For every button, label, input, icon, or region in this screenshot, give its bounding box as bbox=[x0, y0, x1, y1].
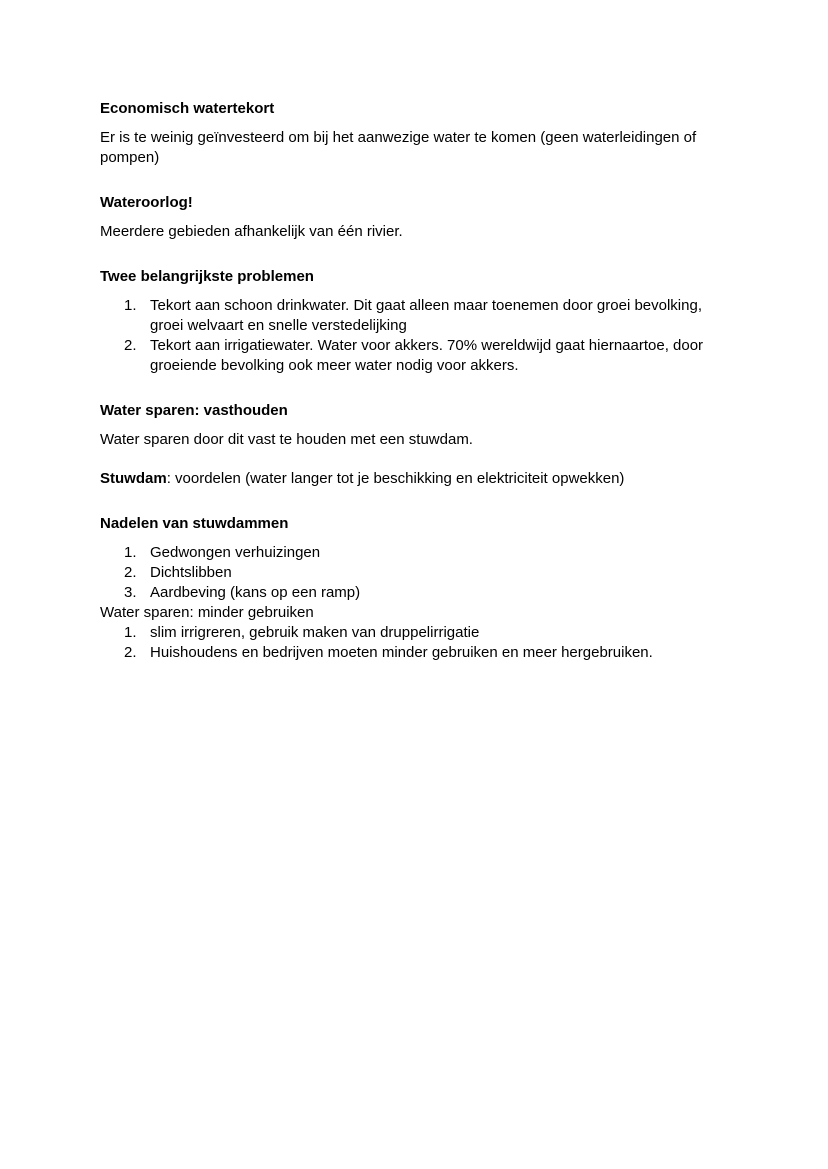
list-minder-gebruiken bbox=[100, 623, 730, 663]
list-item bbox=[100, 336, 730, 376]
list-item-text: Huishoudens en bedrijven moeten minder gebruiken en meer hergebruiken. bbox=[150, 644, 653, 661]
list-item-number: 2. bbox=[124, 564, 137, 581]
list-item-number: 2. bbox=[124, 337, 137, 354]
paragraph-vasthouden: Water sparen door dit vast te houden met een stuwdam. bbox=[100, 431, 473, 448]
heading-economisch-watertekort: Economisch watertekort bbox=[100, 100, 275, 117]
list-item-text: Aardbeving (kans op een ramp) bbox=[150, 584, 361, 601]
paragraph-stuwdam bbox=[100, 469, 730, 489]
list-item-text: Gedwongen verhuizingen bbox=[150, 544, 321, 561]
stuwdam-term: Stuwdam bbox=[100, 470, 167, 487]
list-item-number: 3. bbox=[124, 584, 137, 601]
list-item bbox=[100, 543, 730, 563]
stuwdam-text: : voordelen (water langer tot je beschikking en elektriciteit opwekken) bbox=[166, 470, 625, 487]
list-item-text: slim irrigreren, gebruik maken van druppelirrigatie bbox=[150, 624, 480, 641]
paragraph-wateroorlog: Meerdere gebieden afhankelijk van één rivier. bbox=[100, 223, 403, 240]
list-problemen bbox=[100, 296, 730, 376]
list-item-text: Tekort aan irrigatiewater. Water voor akkers. 70% wereldwijd gaat hiernaartoe, door groeiende bevolking ook meer water nodig voor akkers. bbox=[150, 337, 704, 374]
list-item bbox=[100, 623, 730, 643]
list-item-number: 2. bbox=[124, 644, 137, 661]
paragraph-economisch-watertekort: Er is te weinig geïnvesteerd om bij het aanwezige water te komen (geen waterleidingen of pompen) bbox=[100, 129, 697, 166]
heading-nadelen-stuwdammen: Nadelen van stuwdammen bbox=[100, 515, 289, 532]
list-item bbox=[100, 296, 730, 336]
heading-wateroorlog: Wateroorlog! bbox=[100, 194, 193, 211]
list-item bbox=[100, 643, 730, 663]
list-item-text: Tekort aan schoon drinkwater. Dit gaat alleen maar toenemen door groei bevolking, groei welvaart en snelle verstedelijking bbox=[150, 297, 702, 334]
heading-water-sparen-vasthouden: Water sparen: vasthouden bbox=[100, 402, 288, 419]
list-nadelen bbox=[100, 543, 730, 603]
label-water-sparen-minder-gebruiken: Water sparen: minder gebruiken bbox=[100, 604, 314, 621]
document-page bbox=[100, 99, 730, 663]
list-item-number: 1. bbox=[124, 297, 137, 314]
list-item-text: Dichtslibben bbox=[150, 564, 232, 581]
list-item bbox=[100, 563, 730, 583]
heading-belangrijkste-problemen: Twee belangrijkste problemen bbox=[100, 268, 314, 285]
list-item-number: 1. bbox=[124, 624, 137, 641]
list-item-number: 1. bbox=[124, 544, 137, 561]
list-item bbox=[100, 583, 730, 603]
